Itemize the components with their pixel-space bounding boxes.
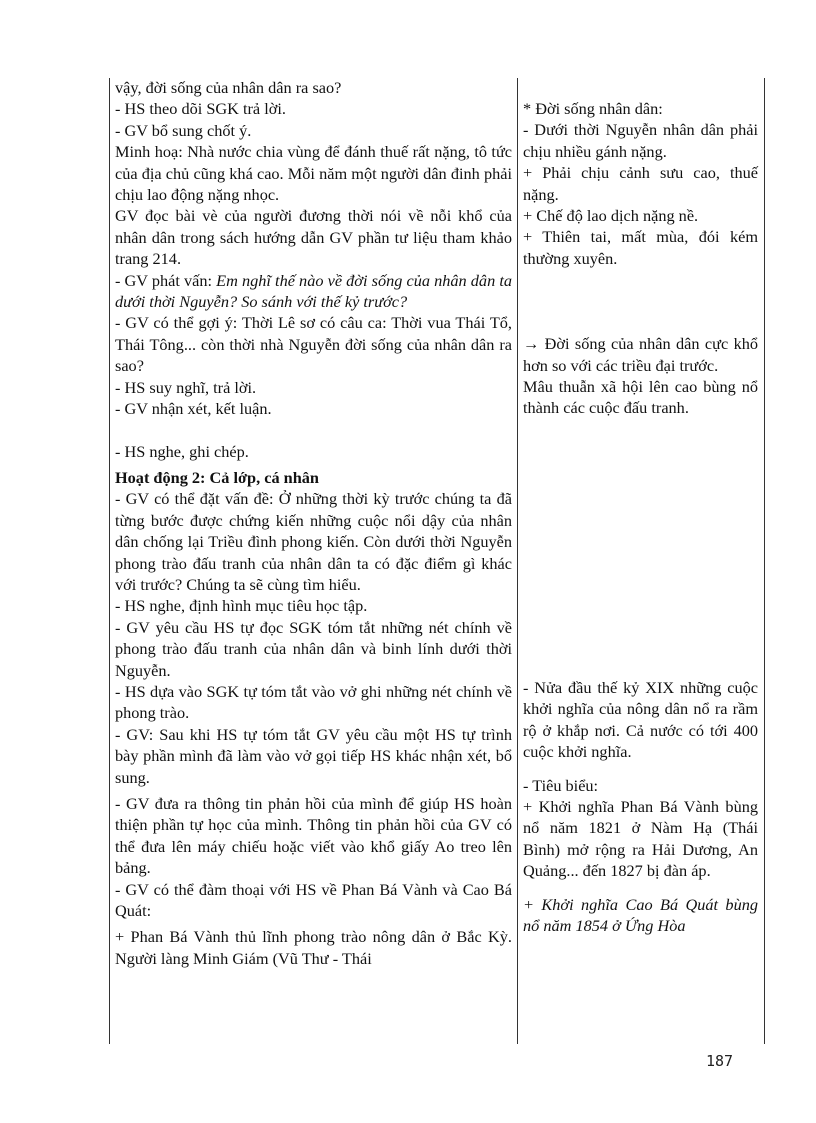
- table-border-middle: [517, 78, 518, 1044]
- right-paragraph: + Thiên tai, mất mùa, đói kém thường xuyên.: [523, 227, 758, 268]
- left-paragraph-question: [115, 270, 512, 313]
- right-paragraph: + Khởi nghĩa Phan Bá Vành bùng nổ năm 1821 ở Nàm Hạ (Thái Bình) mở rộng ra Hải Dương, An Quảng... đến 1827 bị đàn áp.: [523, 796, 758, 881]
- left-paragraph: vậy, đời sống của nhân dân ra sao?: [115, 78, 342, 97]
- right-paragraph-italic: + Khởi nghĩa Cao Bá Quát bùng nổ năm 1854 ở Ứng Hòa: [523, 894, 758, 935]
- left-paragraph: Minh hoạ: Nhà nước chia vùng để đánh thuế rất nặng, tô tức của địa chủ cũng khá cao. Mỗi năm một người dân đinh phải chịu lao động nặng nhọc.: [115, 142, 512, 205]
- left-paragraph: GV đọc bài vè của người đương thời nói về nỗi khổ của nhân dân trong sách hướng dẫn GV phần tư liệu tham khảo trang 214.: [115, 206, 512, 269]
- left-paragraph: - GV đưa ra thông tin phản hồi của mình để giúp HS hoàn thiện phần tự học của mình. Thông tin phản hồi của GV có thể đưa lên máy chiếu hoặc viết vào khổ giấy Ao treo lên bảng.: [115, 794, 512, 878]
- right-paragraph: - Dưới thời Nguyễn nhân dân phải chịu nhiều gánh nặng.: [523, 120, 758, 161]
- left-paragraph: - HS theo dõi SGK trả lời.: [115, 99, 286, 119]
- question-italic: Em nghĩ thế nào về đời sống của nhân dân ta dưới thời Nguyễn? So sánh với thế kỷ trước?: [115, 270, 512, 312]
- left-paragraph: - GV có thể gợi ý: Thời Lê sơ có câu ca: Thời vua Thái Tổ, Thái Tông... còn thời nhà Nguyễn đời sống của nhân dân ra sao?: [115, 313, 512, 376]
- left-paragraph: + Phan Bá Vành thủ lĩnh phong trào nông dân ở Bắc Kỳ. Người làng Minh Giám (Vũ Thư - Thái: [115, 927, 512, 968]
- left-paragraph: - HS nghe, ghi chép.: [115, 441, 249, 461]
- left-paragraph: - GV nhận xét, kết luận.: [115, 399, 272, 419]
- page-number: 187: [706, 1052, 734, 1070]
- table-border-left: [109, 78, 110, 1044]
- left-paragraph: - GV: Sau khi HS tự tóm tắt GV yêu cầu một HS tự trình bày phần mình đã làm vào vở gọi tiếp HS khác nhận xét, bổ sung.: [115, 724, 512, 787]
- left-column-activities: [115, 77, 512, 969]
- left-paragraph: - GV bổ sung chốt ý.: [115, 120, 252, 140]
- question-lead: - GV phát vấn:: [115, 270, 217, 290]
- right-paragraph: - Nửa đầu thế kỷ XIX những cuộc khởi nghĩa của nông dân nổ ra rầm rộ ở khắp nơi. Cả nước có tới 400 cuộc khởi nghĩa.: [523, 677, 758, 762]
- right-paragraph: - Tiêu biểu:: [523, 775, 599, 795]
- right-heading: * Đời sống nhân dân:: [523, 99, 663, 118]
- right-paragraph: + Phải chịu cảnh sưu cao, thuế nặng.: [523, 163, 758, 204]
- left-paragraph: - GV có thể đàm thoại với HS về Phan Bá Vành và Cao Bá Quát:: [115, 879, 512, 921]
- table-border-right: [764, 78, 765, 1044]
- right-paragraph: Mâu thuẫn xã hội lên cao bùng nổ thành các cuộc đấu tranh.: [523, 377, 758, 418]
- left-paragraph: - GV có thể đặt vấn đề: Ở những thời kỳ trước chúng ta đã từng bước được chứng kiến những cuộc nổi dậy của nhân dân chống lại Triều đình phong kiến. Còn dưới thời Nguyễn phong trào đấu tranh của nhân dân ta có đặc điểm gì khác với trước? Chúng ta sẽ cùng tìm hiểu.: [115, 489, 512, 594]
- right-paragraph: + Chế độ lao dịch nặng nề.: [523, 206, 699, 226]
- left-paragraph: - HS suy nghĩ, trả lời.: [115, 377, 257, 397]
- left-paragraph: - HS nghe, định hình mục tiêu học tập.: [115, 596, 368, 616]
- right-column-content: [523, 77, 758, 936]
- left-paragraph: - HS dựa vào SGK tự tóm tắt vào vở ghi những nét chính về phong trào.: [115, 681, 512, 723]
- left-paragraph: - GV yêu cầu HS tự đọc SGK tóm tắt những nét chính về phong trào đấu tranh của nhân dân và binh lính dưới thời Nguyễn.: [115, 617, 512, 680]
- activity-heading: Hoạt động 2: Cả lớp, cá nhân: [115, 467, 319, 487]
- right-conclusion: → Đời sống của nhân dân cực khổ hơn so với các triều đại trước.: [523, 334, 758, 375]
